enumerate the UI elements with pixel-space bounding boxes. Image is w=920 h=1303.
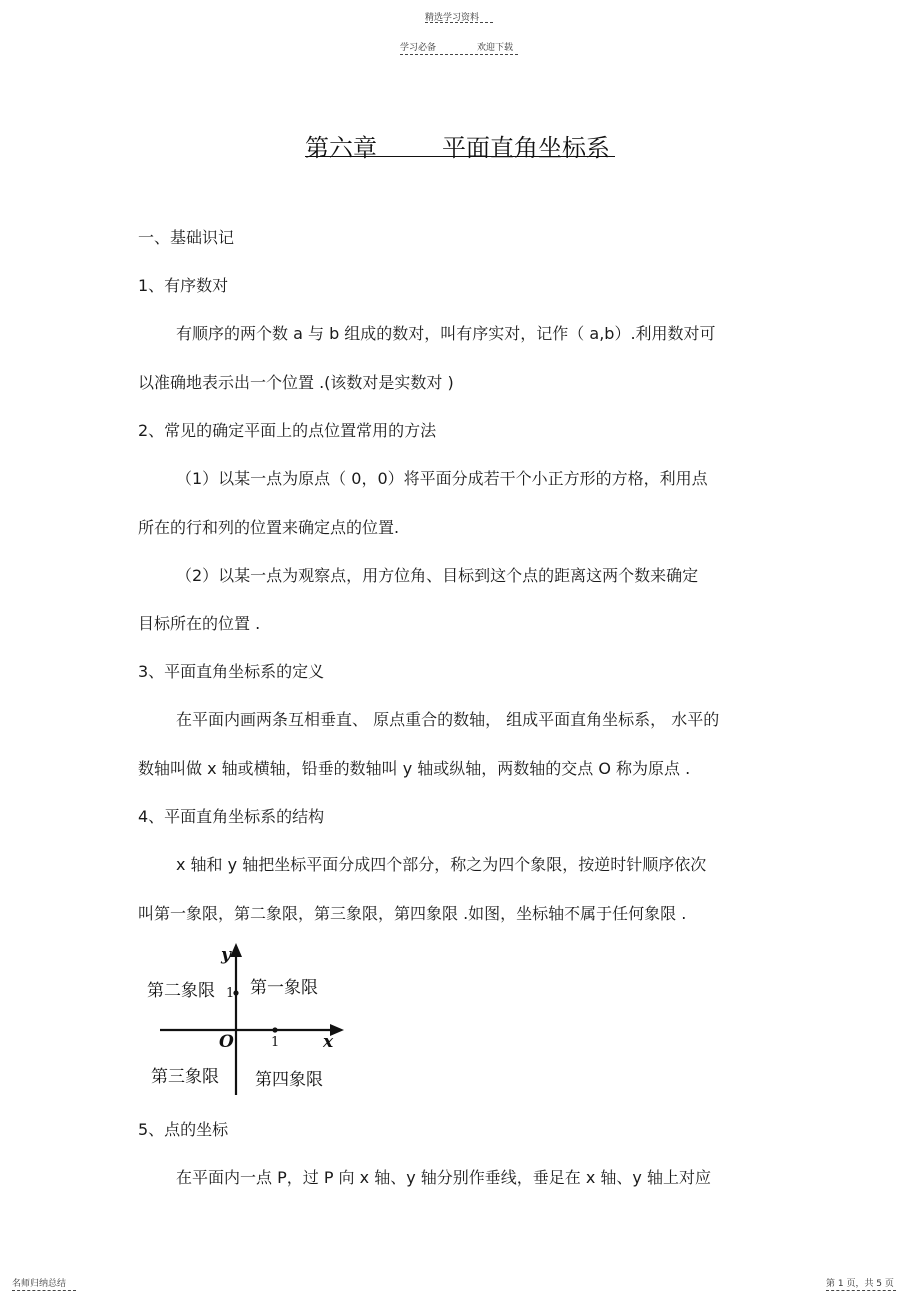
origin-label: O [219, 1032, 234, 1052]
item2-paragraph2-line1: （2）以某一点为观察点，用方位角、目标到这个点的距离这两个数来确定 [176, 566, 699, 585]
quadrant-3-label: 第三象限 [151, 1067, 219, 1087]
x-tick-mark [272, 1027, 277, 1032]
item2-paragraph2-line2: 目标所在的位置 . [138, 614, 261, 633]
y-axis-label: y [221, 945, 231, 965]
item4-paragraph-line1: x 轴和 y 轴把坐标平面分成四个部分，称之为四个象限，按逆时针顺序依次 [176, 855, 707, 874]
header-top-label: 精选学习资料 [425, 13, 480, 23]
title-underline [305, 156, 615, 157]
section-heading: 一、基础识记 [138, 228, 235, 247]
x-tick-label: 1 [271, 1035, 280, 1050]
item4-paragraph-line2: 叫第一象限，第二象限，第三象限，第四象限 .如图，坐标轴不属于任何象限 . [138, 904, 687, 923]
quadrant-1-label: 第一象限 [250, 978, 318, 998]
footer-right-rule [826, 1290, 896, 1291]
item3-paragraph-line2: 数轴叫做 x 轴或横轴，铅垂的数轴叫 y 轴或纵轴，两数轴的交点 O 称为原点 . [138, 759, 691, 778]
item5-heading: 5、点的坐标 [138, 1120, 229, 1139]
item2-paragraph1-line2: 所在的行和列的位置来确定点的位置. [138, 518, 400, 537]
header-right-label: 欢迎下载 [477, 43, 514, 53]
item2-heading: 2、常见的确定平面上的点位置常用的方法 [138, 421, 437, 440]
footer-left-label: 名师归纳总结 [12, 1279, 67, 1289]
quadrant-2-label: 第二象限 [147, 981, 215, 1001]
item1-paragraph-line2: 以准确地表示出一个位置 .(该数对是实数对 ) [138, 373, 454, 392]
y-tick-label: 1 [226, 986, 235, 1001]
item4-heading: 4、平面直角坐标系的结构 [138, 807, 325, 826]
page-number: 第 1 页，共 5 页 [826, 1279, 894, 1289]
quadrant-diagram [140, 935, 360, 1100]
item3-heading: 3、平面直角坐标系的定义 [138, 662, 325, 681]
item1-paragraph-line1: 有顺序的两个数 a 与 b 组成的数对，叫有序实对，记作（ a,b）.利用数对可 [176, 324, 716, 343]
item5-paragraph-line1: 在平面内一点 P，过 P 向 x 轴、y 轴分别作垂线，垂足在 x 轴、y 轴上对应 [176, 1168, 711, 1187]
item2-paragraph1-line1: （1）以某一点为原点（ 0，0）将平面分成若干个小正方形的方格，利用点 [176, 469, 708, 488]
header-left-label: 学习必备 [400, 43, 437, 53]
footer-left-rule [12, 1290, 76, 1291]
chapter-number: 第六章 [305, 134, 377, 162]
x-axis-label: x [323, 1032, 334, 1052]
quadrant-4-label: 第四象限 [255, 1070, 323, 1090]
chapter-title: 平面直角坐标系 [442, 134, 610, 162]
header-top-rule [425, 22, 493, 23]
header-rule [400, 54, 518, 55]
item3-paragraph-line1: 在平面内画两条互相垂直、 原点重合的数轴， 组成平面直角坐标系， 水平的 [176, 710, 720, 729]
item1-heading: 1、有序数对 [138, 276, 229, 295]
y-axis-arrow-icon [230, 943, 242, 957]
